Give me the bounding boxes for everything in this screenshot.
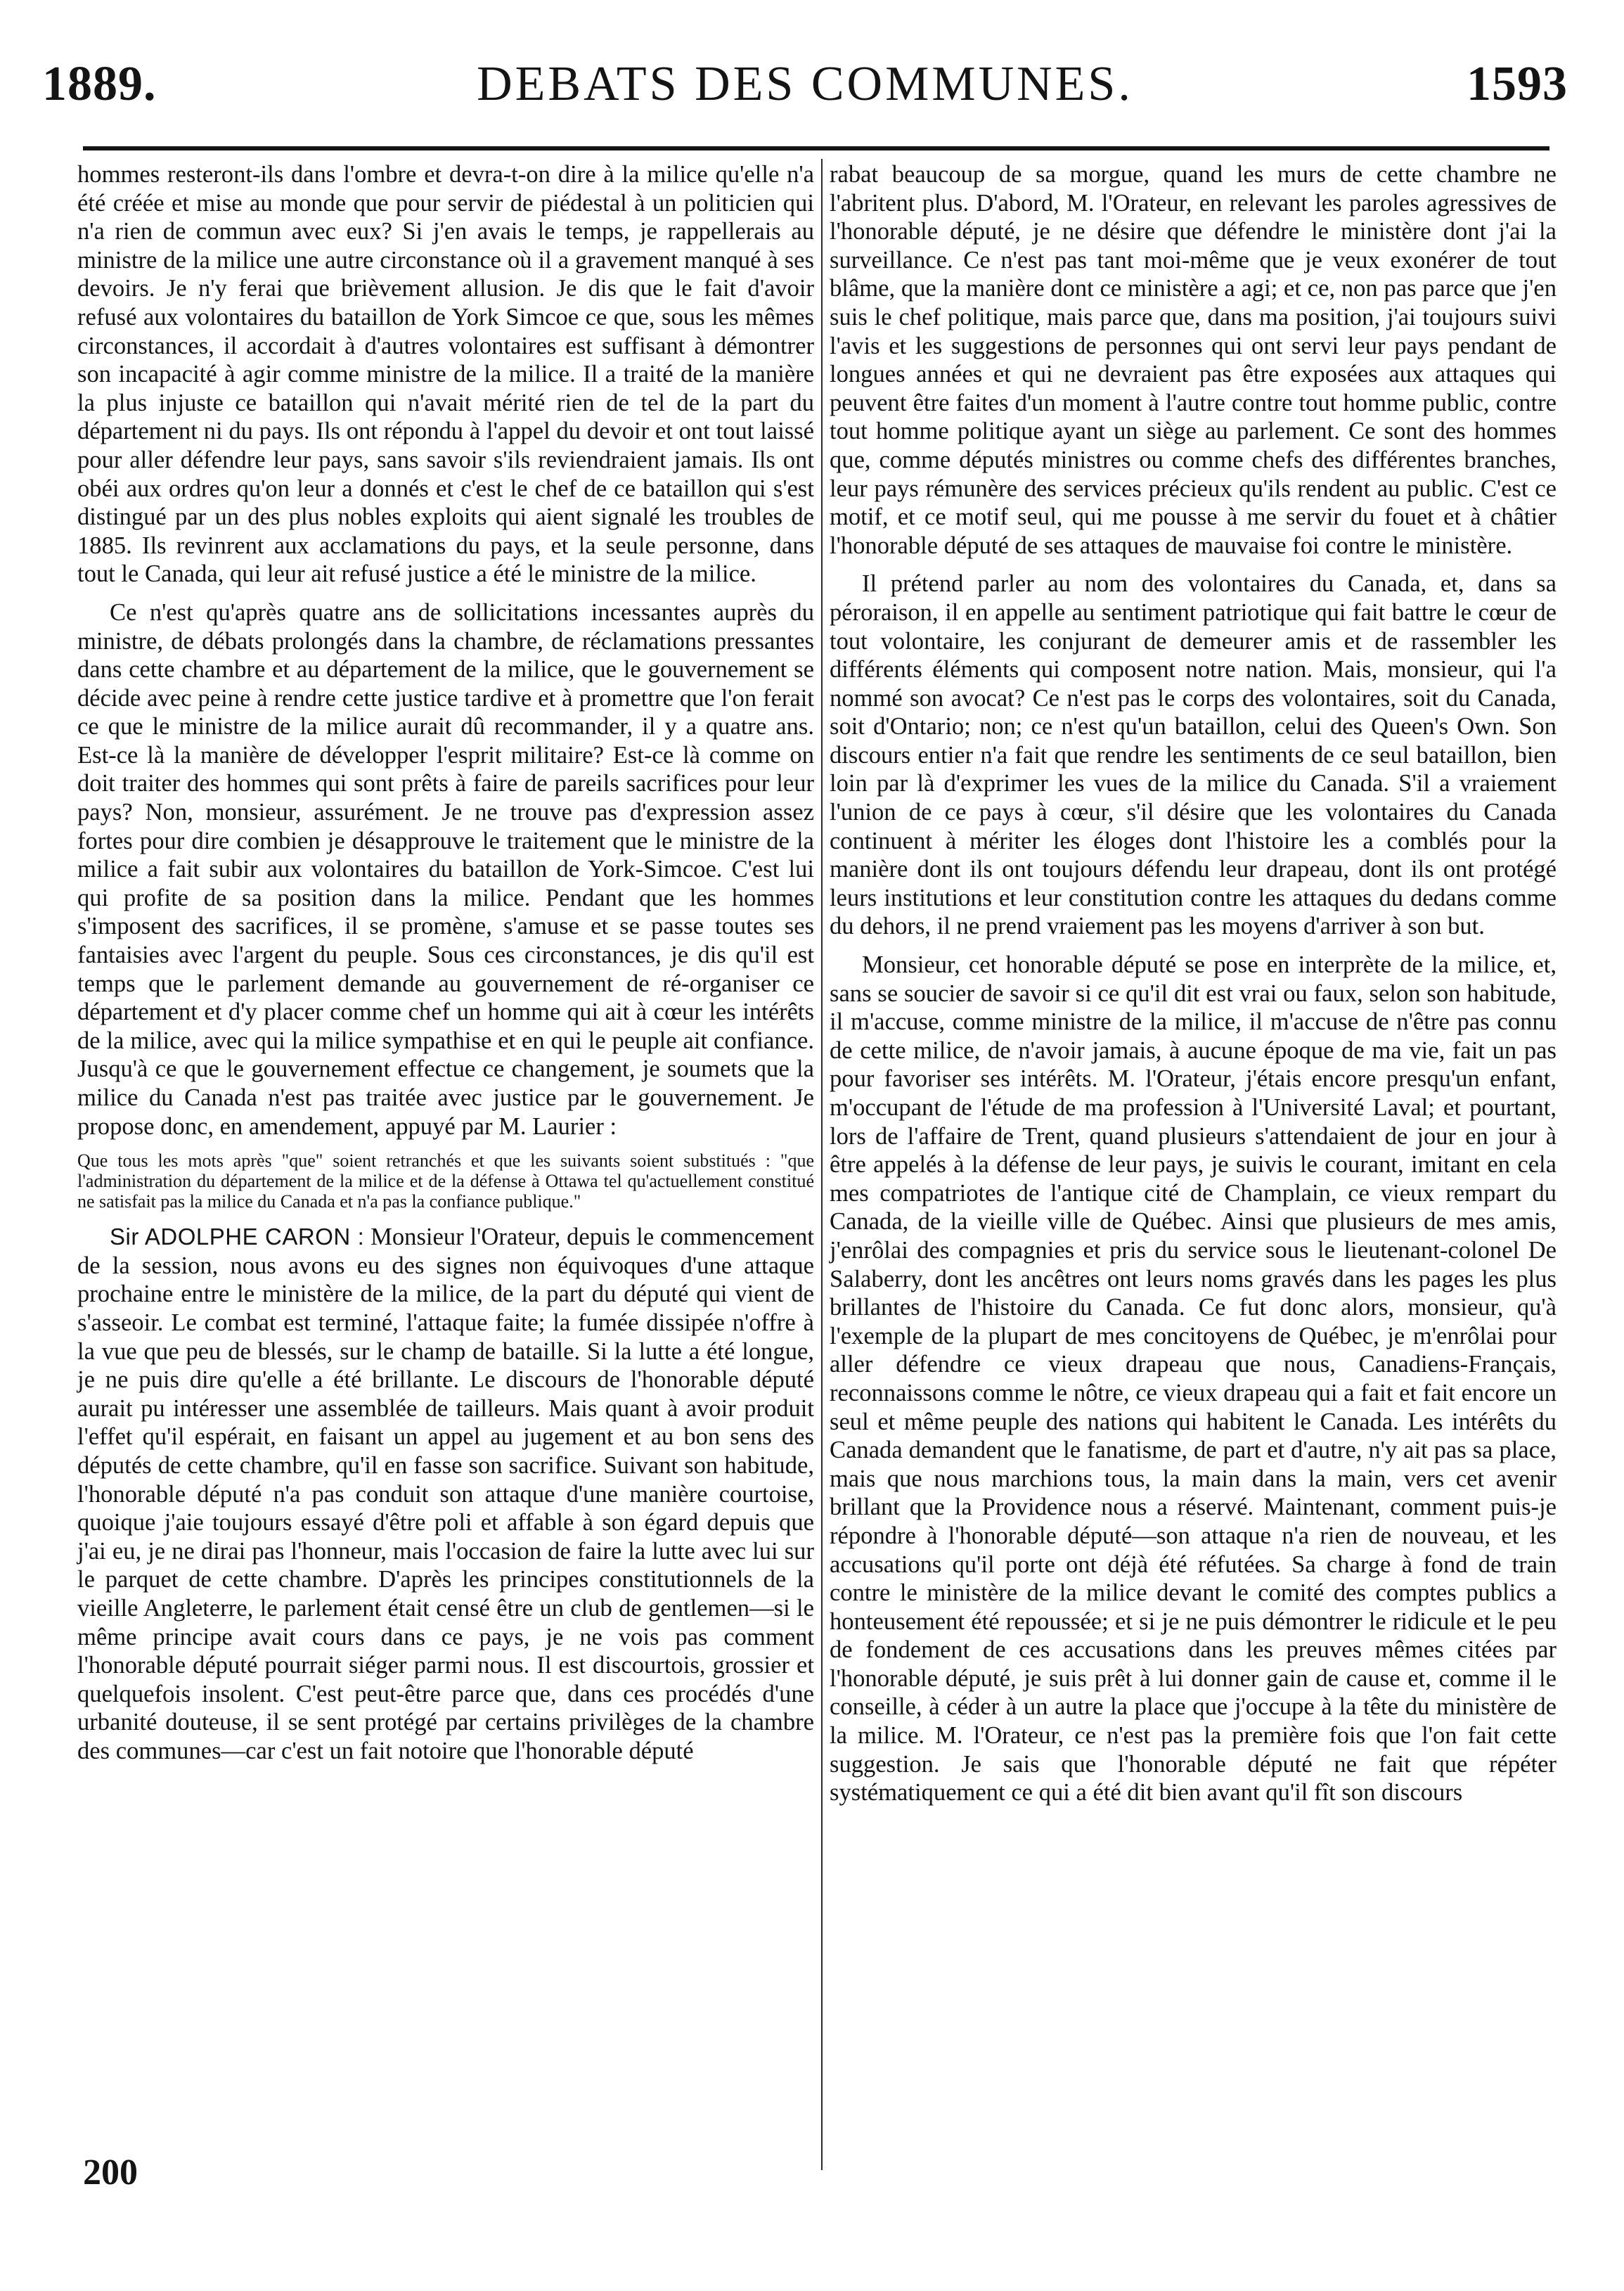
page-header [42, 56, 1568, 127]
column-divider [821, 159, 823, 2170]
header-title: DEBATS DES COMMUNES. [477, 57, 1133, 111]
right-paragraph-2: Il prétend parler au nom des volontaires du Canada, et, dans sa péroraison, il en appelle au sentiment patriotique qui fait battre le cœur de tout volontaire, les conjurant de demeurer amis et de rassembler les différents éléments qui composent notre nation. Mais, monsieur, qui l'a nommé son avocat? Ce n'est pas le corps des volontaires, soit du Canada, soit d'Ontario; non; ce n'est qu'un bataillon, celui des Queen's Own. Son discours entier n'a fait que rendre les sentiments de ce seul bataillon, bien loin par là d'exprimer les vues de la milice du Canada. S'il a vraiement l'union de ce pays à cœur, s'il désire que les volontaires du Canada continuent à mériter les éloges dont l'histoire les a comblés pour la manière dont ils ont toujours défendu leur drapeau, dont ils ont protégé leurs institutions et leur constitution contre les attaques du dedans comme du dehors, il ne prend vraiement pas les moyens d'arriver à son but. [830, 570, 1557, 940]
header-rule [83, 146, 1549, 150]
right-paragraph-1: rabat beaucoup de sa morgue, quand les murs de cette chambre ne l'abritent plus. D'abord, M. l'Orateur, en relevant les paroles agressives de l'honorable député, je ne désire que défendre le ministère dont j'ai la surveillance. Ce n'est pas tant moi-même que je veux exonérer de tout blâme, que la manière dont ce ministère a agi; et ce, non pas parce que j'en suis le chef politique, mais parce que, dans ma position, j'ai toujours suivi l'avis et les suggestions de personnes qui ont servi leur pays pendant de longues années et qui ne devraient pas être exposées aux attaques qui peuvent être faites d'un moment à l'autre contre tout homme public, contre tout homme politique ayant un siège au parlement. Ce sont des hommes que, comme députés ministres ou comme chefs des différentes branches, leur pays rémunère des services précieux qu'ils rendent au public. C'est ce motif, et ce motif seul, qui me pousse à me servir du fouet et à châtier l'honorable député de ses attaques de mauvaise foi contre le ministère. [830, 161, 1557, 559]
left-paragraph-1: hommes resteront-ils dans l'ombre et devra-t-on dire à la milice qu'elle n'a été créée et mise au monde que pour servir de piédestal à un politicien qui n'a rien de commun avec eux? Si j'en avais le temps, je rappellerais au ministre de la milice une autre circonstance où il a gravement manqué à ses devoirs. Je n'y ferai que brièvement allusion. Je dis que le fait d'avoir refusé aux volontaires du bataillon de York Simcoe ce que, sous les mêmes circonstances, il accordait à d'autres volontaires est suffisant à démontrer son incapacité à agir comme ministre de la milice. Il a traité de la manière la plus injuste ce bataillon qui n'avait mérité rien de tel de la part du département ni du pays. Ils ont répondu à l'appel du devoir et ont tout laissé pour aller défendre leur pays, sans savoir s'ils reviendraient jamais. Ils ont obéi aux ordres qu'on leur a donnés et c'est le chef de ce bataillon qui s'est distingué par un des plus nobles exploits qui aient signalé les troubles de 1885. Ils revinrent aux acclamations du pays, et la seule personne, dans tout le Canada, qui leur ait refusé justice a été le ministre de la milice. [77, 161, 814, 588]
right-column [830, 160, 1557, 1807]
left-paragraph-2: Ce n'est qu'après quatre ans de sollicitations incessantes auprès du ministre, de débats prolongés dans la chambre, de réclamations pressantes dans cette chambre et au département de la milice, que le gouvernement se décide avec peine à rendre cette justice tardive et à promettre que l'on ferait ce que le ministre de la milice aurait dû recommander, il y a quatre ans. Est-ce là la manière de développer l'esprit militaire? Est-ce là comme on doit traiter des hommes qui sont prêts à faire de pareils sacrifices pour leur pays? Non, monsieur, assurément. Je ne trouve pas d'expression assez fortes pour dire combien je désapprouve le traitement que le ministre de la milice a fait subir aux volontaires du bataillon de York-Simcoe. C'est lui qui profite de sa position dans la milice. Pendant que les hommes s'imposent des sacrifices, il se promène, s'amuse et se passe toutes ses fantaisies avec l'argent du peuple. Sous ces circonstances, je dis qu'il est temps que le parlement demande au gouvernement de ré-organiser ce département et d'y placer comme chef un homme qui ait à cœur les intérêts de la milice, avec qui la milice sympathise et en qui le peuple ait confiance. Jusqu'à ce que le gouvernement effectue ce changement, je soumets que la milice du Canada n'est pas traitée avec justice par le gouvernement. Je propose donc, en amendement, appuyé par M. Laurier : [77, 598, 814, 1140]
header-page-number: 1593 [1467, 57, 1568, 111]
right-paragraph-3: Monsieur, cet honorable député se pose en interprète de la milice, et, sans se soucier de savoir si ce qu'il dit est vrai ou faux, selon son habitude, il m'accuse, comme ministre de la milice, il m'accuse de n'être pas connu de cette milice, de n'avoir jamais, à aucune époque de ma vie, fait un pas pour favoriser ses intérêts. M. l'Orateur, j'étais encore presqu'un enfant, m'occupant de l'étude de ma profession à l'Université Laval; et pourtant, lors de l'affaire de Trent, quand plusieurs s'attendaient de jour en jour à être appelés à la défense de leur pays, je suivis le courant, imitant en cela mes compatriotes de l'antique cité de Champlain, ce vieux rempart du Canada, de la vieille ville de Québec. Ainsi que plusieurs de mes amis, j'enrôlai des compagnies et pris du service sous le lieutenant-colonel De Salaberry, dont les ancêtres ont leurs noms gravés dans les pages les plus brillantes de l'histoire du Canada. Ce fut donc alors, monsieur, qu'à l'exemple de la plupart de mes concitoyens de Québec, je m'enrôlai pour aller défendre ce vieux drapeau que nous, Canadiens-Français, reconnaissons comme le nôtre, ce vieux drapeau qui a fait et fait encore un seul et même peuple des nations qui habitent le Canada. Les intérêts du Canada demandent que le fanatisme, de part et d'autre, n'y ait pas sa place, mais que nous marchions tous, la main dans la main, vers cet avenir brillant que la Providence nous a réservé. Maintenant, comment puis-je répondre à l'honorable député—son attaque n'a rien de nouveau, et les accusations qu'il porte ont déjà été réfutées. Sa charge à fond de train contre le ministère de la milice devant le comité des comptes publics a honteusement été repoussée; et si je ne puis démontrer le ridicule et le peu de fondement de ces accusations dans les preuves mêmes citées par l'honorable député, je suis prêt à lui donner gain de cause et, comme il le conseille, à céder à un autre la place que j'occupe à la tête du ministère de la milice. M. l'Orateur, ce n'est pas la première fois que l'on fait cette suggestion. Je sais que l'honorable député ne fait que répéter systématiquement ce qui a été dit bien avant qu'il fît son discours [830, 951, 1557, 1807]
left-paragraph-3 [77, 1223, 814, 1765]
amendment-motion: Que tous les mots après "que" soient retranchés et que les suivants soient substitués : "que l'administration du département de la milice et de la défense à Ottawa tel qu'actuellement constitué ne satisfait pas la milice du Canada et n'a pas la confiance publique." [77, 1150, 814, 1212]
left-column [77, 160, 814, 1765]
header-year: 1889. [42, 57, 157, 111]
signature-mark: 200 [83, 2152, 138, 2193]
speech-text: Monsieur l'Orateur, depuis le commencement de la session, nous avons eu des signes non équivoques d'une attaque prochaine entre le ministère de la milice, de la part du député qui vient de s'asseoir. Le combat est terminé, l'attaque faite; la fumée dissipée n'offre à la vue que peu de blessés, sur le champ de bataille. Si la lutte a été longue, je ne puis dire qu'elle a été brillante. Le discours de l'honorable député aurait pu intéresser une assemblée de tailleurs. Mais quant à avoir produit l'effet qu'il espérait, en faisant un appel au jugement et au bon sens des députés de cette chambre, qu'il en fasse son sacrifice. Suivant son habitude, l'honorable député n'a pas conduit son attaque d'une manière courtoise, quoique j'aie toujours essayé d'être poli et affable à son égard depuis que j'ai eu, je ne dirai pas l'honneur, mais l'occasion de faire la lutte avec lui sur le parquet de cette chambre. D'après les principes constitutionnels de la vieille Angleterre, le parlement était censé être un club de gentlemen—si le même principe avait cours dans ce pays, je ne vois pas comment l'honorable député pourrait siéger parmi nous. Il est discourtois, grossier et quelquefois insolent. C'est peut-être parce que, dans ces procédés d'une urbanité douteuse, il se sent protégé par certains privilèges de la chambre des communes—car c'est un fait notoire que l'honorable député [77, 1224, 814, 1764]
speaker-name: Sir ADOLPHE CARON : [110, 1224, 365, 1250]
